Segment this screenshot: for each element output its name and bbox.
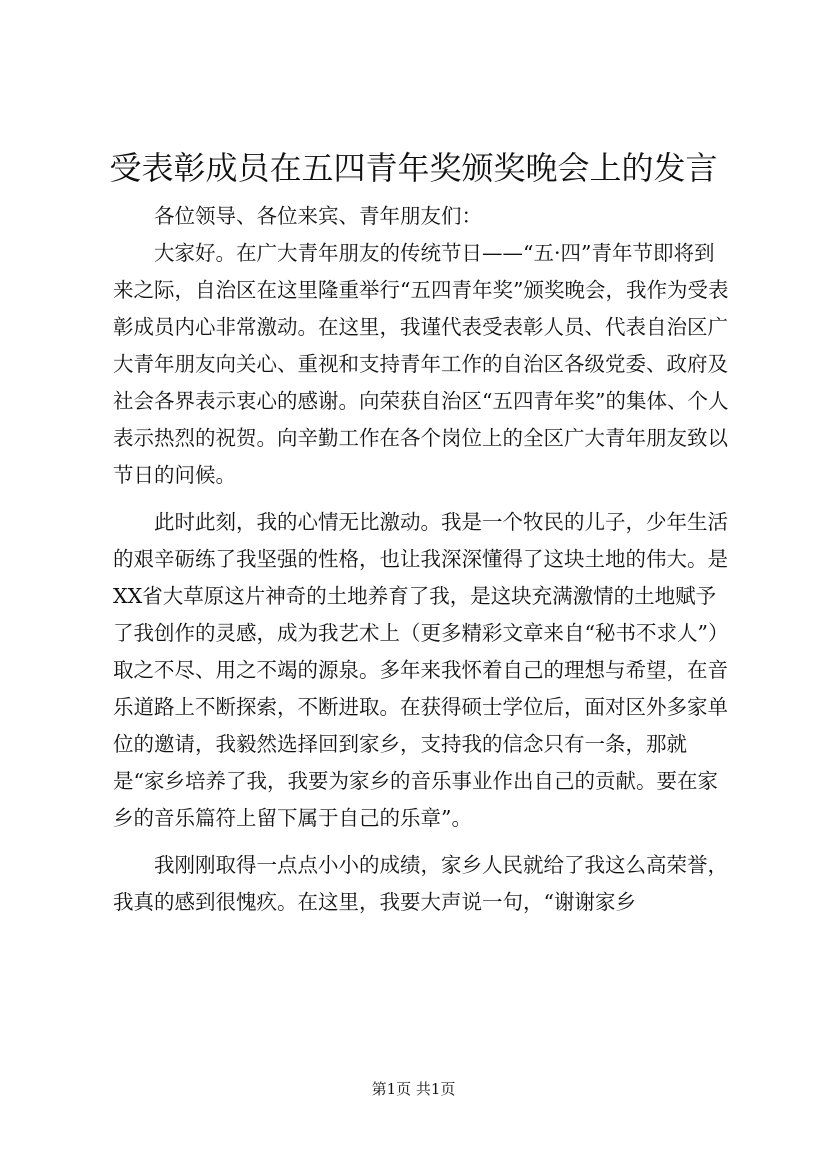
page-number: 第1页 共1页	[371, 1080, 456, 1098]
document-title: 受表彰成员在五四青年奖颁奖晚会上的发言	[109, 149, 718, 187]
salutation-paragraph: 各位领导、各位来宾、青年朋友们：	[154, 204, 482, 228]
document-body	[113, 198, 733, 921]
gratitude-paragraph: 我刚刚取得一点点小小的成绩，家乡人民就给了我这么高荣誉，我真的感到很愧疚。在这里，我要大声说一句，“谢谢家乡	[113, 853, 728, 914]
background-paragraph: 此时此刻，我的心情无比激动。我是一个牧民的儿子，少年生活的艰辛砺练了我坚强的性格，也让我深深懂得了这块土地的伟大。是XX省大草原这片神奇的土地养育了我，是这块充满激情的土地赋予了我创作的灵感，成为我艺术上（更多精彩文章来自“秘书不求人”）取之不尽、用之不竭的源泉。多年来我怀着自己的理想与希望，在音乐道路上不断探索，不断进取。在获得硕士学位后，面对区外多家单位的邀请，我毅然选择回到家乡，支持我的信念只有一条，那就是“家乡培养了我，我要为家乡的音乐事业作出自己的贡献。要在家乡的音乐篇符上留下属于自己的乐章”。	[113, 510, 729, 830]
greeting-paragraph: 大家好。在广大青年朋友的传统节日——“五·四”青年节即将到来之际，自治区在这里隆重举行“五四青年奖”颁奖晚会，我作为受表彰成员内心非常激动。在这里，我谨代表受表彰人员、代表自治区广大青年朋友向关心、重视和支持青年工作的自治区各级党委、政府及社会各界表示衷心的感谢。向荣获自治区“五四青年奖”的集体、个人表示热烈的祝贺。向辛勤工作在各个岗位上的全区广大青年朋友致以节日的问候。	[113, 241, 729, 487]
